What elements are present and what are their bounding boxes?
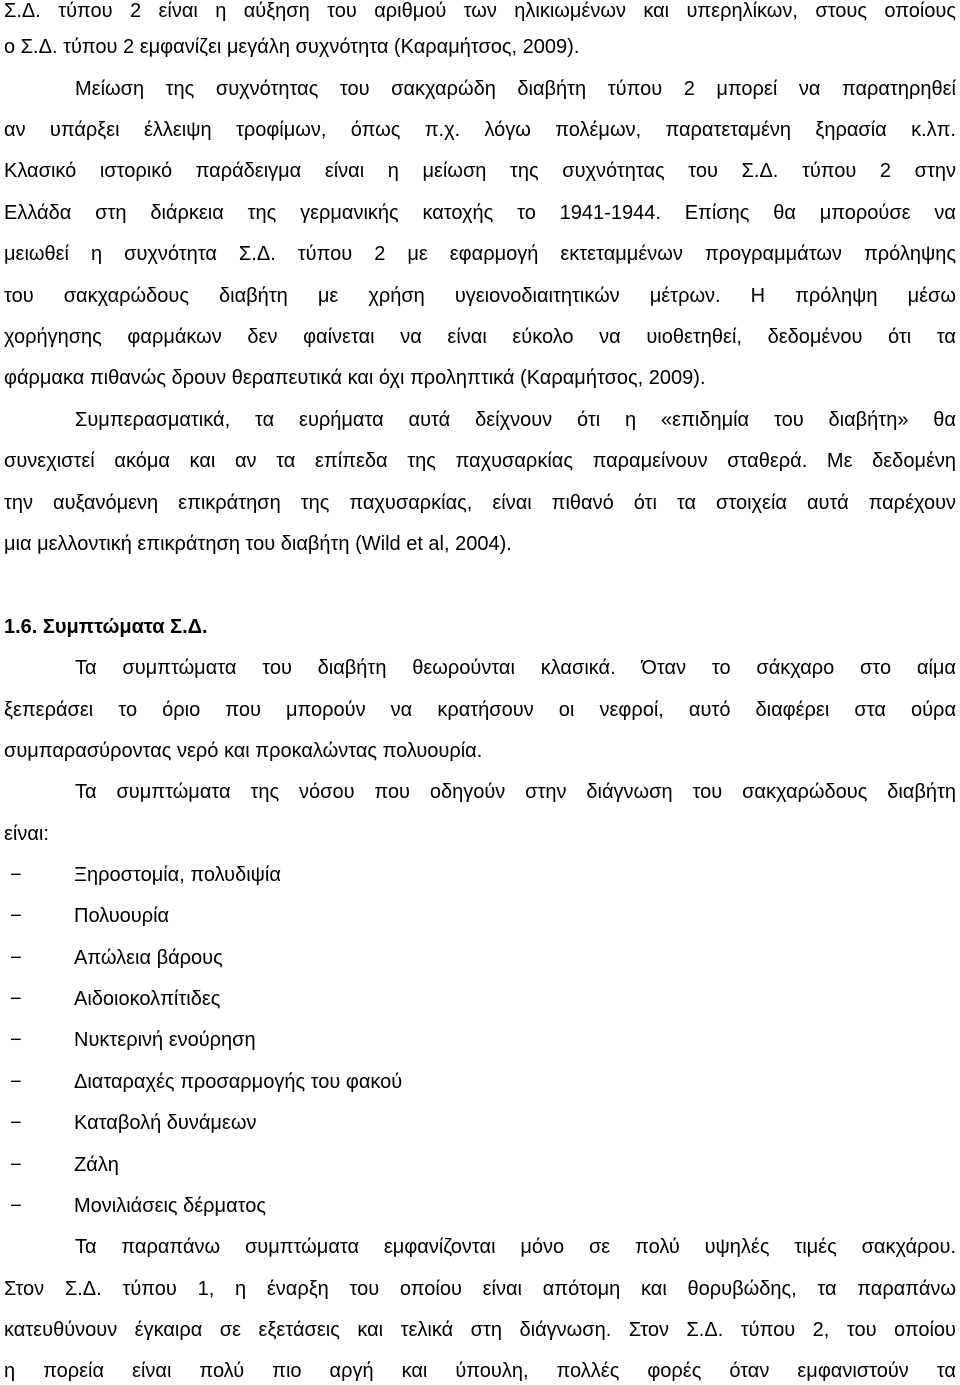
paragraph-line: Ελλάδα στη διάρκεια της γερμανικής κατοχής το 1941-1944. Επίσης θα μπορούσε να	[4, 202, 956, 224]
bullet-dash: −	[10, 905, 22, 927]
list-item-text: Ζάλη	[74, 1154, 119, 1176]
bullet-dash: −	[10, 1071, 22, 1093]
list-item-text: Ξηροστομία, πολυδιψία	[74, 864, 281, 886]
list-item-text: Νυκτερινή ενούρηση	[74, 1029, 256, 1051]
paragraph-line: Μείωση της συχνότητας του σακχαρώδη διαβήτη τύπου 2 μπορεί να παρατηρηθεί	[75, 78, 956, 100]
paragraph-line: Συμπερασματικά, τα ευρήματα αυτά δείχνουν ότι η «επιδημία του διαβήτη» θα	[75, 409, 956, 431]
paragraph-line: Τα παραπάνω συμπτώματα εμφανίζονται μόνο σε πολύ υψηλές τιμές σακχάρου.	[75, 1236, 956, 1258]
list-item	[10, 944, 223, 972]
paragraph-line: ο Σ.Δ. τύπου 2 εμφανίζει μεγάλη συχνότητα (Καραμήτσος, 2009).	[4, 36, 580, 58]
bullet-dash: −	[10, 1195, 22, 1217]
bullet-dash: −	[10, 947, 22, 969]
paragraph-line: φάρμακα πιθανώς δρουν θεραπευτικά και όχι προληπτικά (Καραμήτσος, 2009).	[4, 367, 706, 389]
paragraph-line: ξεπεράσει το όριο που μπορούν να κρατήσουν οι νεφροί, αυτό διαφέρει στα ούρα	[4, 699, 956, 721]
list-item	[10, 985, 220, 1013]
paragraph-line: χορήγησης φαρμάκων δεν φαίνεται να είναι εύκολο να υιοθετηθεί, δεδομένου ότι τα	[4, 326, 956, 348]
section-heading: 1.6. Συμπτώματα Σ.Δ.	[4, 616, 208, 638]
list-item	[10, 861, 281, 889]
paragraph-line: Στον Σ.Δ. τύπου 1, η έναρξη του οποίου είναι απότομη και θορυβώδης, τα παραπάνω	[4, 1278, 956, 1300]
list-item-text: Διαταραχές προσαρμογής του φακού	[74, 1071, 403, 1093]
bullet-dash: −	[10, 1029, 22, 1051]
paragraph-line: συνεχιστεί ακόμα και αν τα επίπεδα της παχυσαρκίας παραμείνουν σταθερά. Με δεδομένη	[4, 450, 956, 472]
list-item	[10, 1026, 256, 1054]
paragraph-line: μια μελλοντική επικράτηση του διαβήτη (Wild et al, 2004).	[4, 533, 512, 555]
bullet-dash: −	[10, 864, 22, 886]
paragraph-line: είναι:	[4, 823, 49, 845]
list-item	[10, 1192, 266, 1220]
paragraph-line: Σ.Δ. τύπου 2 είναι η αύξηση του αριθμού των ηλικιωμένων και υπερηλίκων, στους οποίους	[4, 0, 956, 22]
bullet-dash: −	[10, 1112, 22, 1134]
paragraph-line: την αυξανόμενη επικράτηση της παχυσαρκίας, είναι πιθανό ότι τα στοιχεία αυτά παρέχουν	[4, 492, 956, 514]
paragraph-line: κατευθύνουν έγκαιρα σε εξετάσεις και τελικά στη διάγνωση. Στον Σ.Δ. τύπου 2, του οποίου	[4, 1319, 956, 1341]
paragraph-line: αν υπάρξει έλλειψη τροφίμων, όπως π.χ. λόγω πολέμων, παρατεταμένη ξηρασία κ.λπ.	[4, 119, 956, 141]
list-item-text: Καταβολή δυνάμεων	[74, 1112, 257, 1134]
paragraph-line: η πορεία είναι πολύ πιο αργή και ύπουλη, πολλές φορές όταν εμφανιστούν τα	[4, 1360, 956, 1382]
list-item-text: Μονιλιάσεις δέρματος	[74, 1195, 267, 1217]
list-item-text: Αιδοιοκολπίτιδες	[74, 988, 221, 1010]
bullet-dash: −	[10, 988, 22, 1010]
paragraph-line: μειωθεί η συχνότητα Σ.Δ. τύπου 2 με εφαρμογή εκτεταμμένων προγραμμάτων πρόληψης	[4, 243, 956, 265]
list-item-text: Απώλεια βάρους	[74, 947, 223, 969]
paragraph-line: συμπαρασύροντας νερό και προκαλώντας πολυουρία.	[4, 740, 483, 762]
list-item	[10, 1151, 119, 1179]
list-item	[10, 1109, 256, 1137]
bullet-dash: −	[10, 1154, 22, 1176]
list-item	[10, 1068, 402, 1096]
list-item-text: Πολυουρία	[74, 905, 170, 927]
paragraph-line: Κλασικό ιστορικό παράδειγμα είναι η μείωση της συχνότητας του Σ.Δ. τύπου 2 στην	[4, 160, 956, 182]
paragraph-line: Τα συμπτώματα του διαβήτη θεωρούνται κλασικά. Όταν το σάκχαρο στο αίμα	[75, 657, 956, 679]
paragraph-line: Τα συμπτώματα της νόσου που οδηγούν στην διάγνωση του σακχαρώδους διαβήτη	[75, 781, 956, 803]
list-item	[10, 902, 169, 930]
paragraph-line: του σακχαρώδους διαβήτη με χρήση υγειονοδιαιτητικών μέτρων. Η πρόληψη μέσω	[4, 285, 956, 307]
